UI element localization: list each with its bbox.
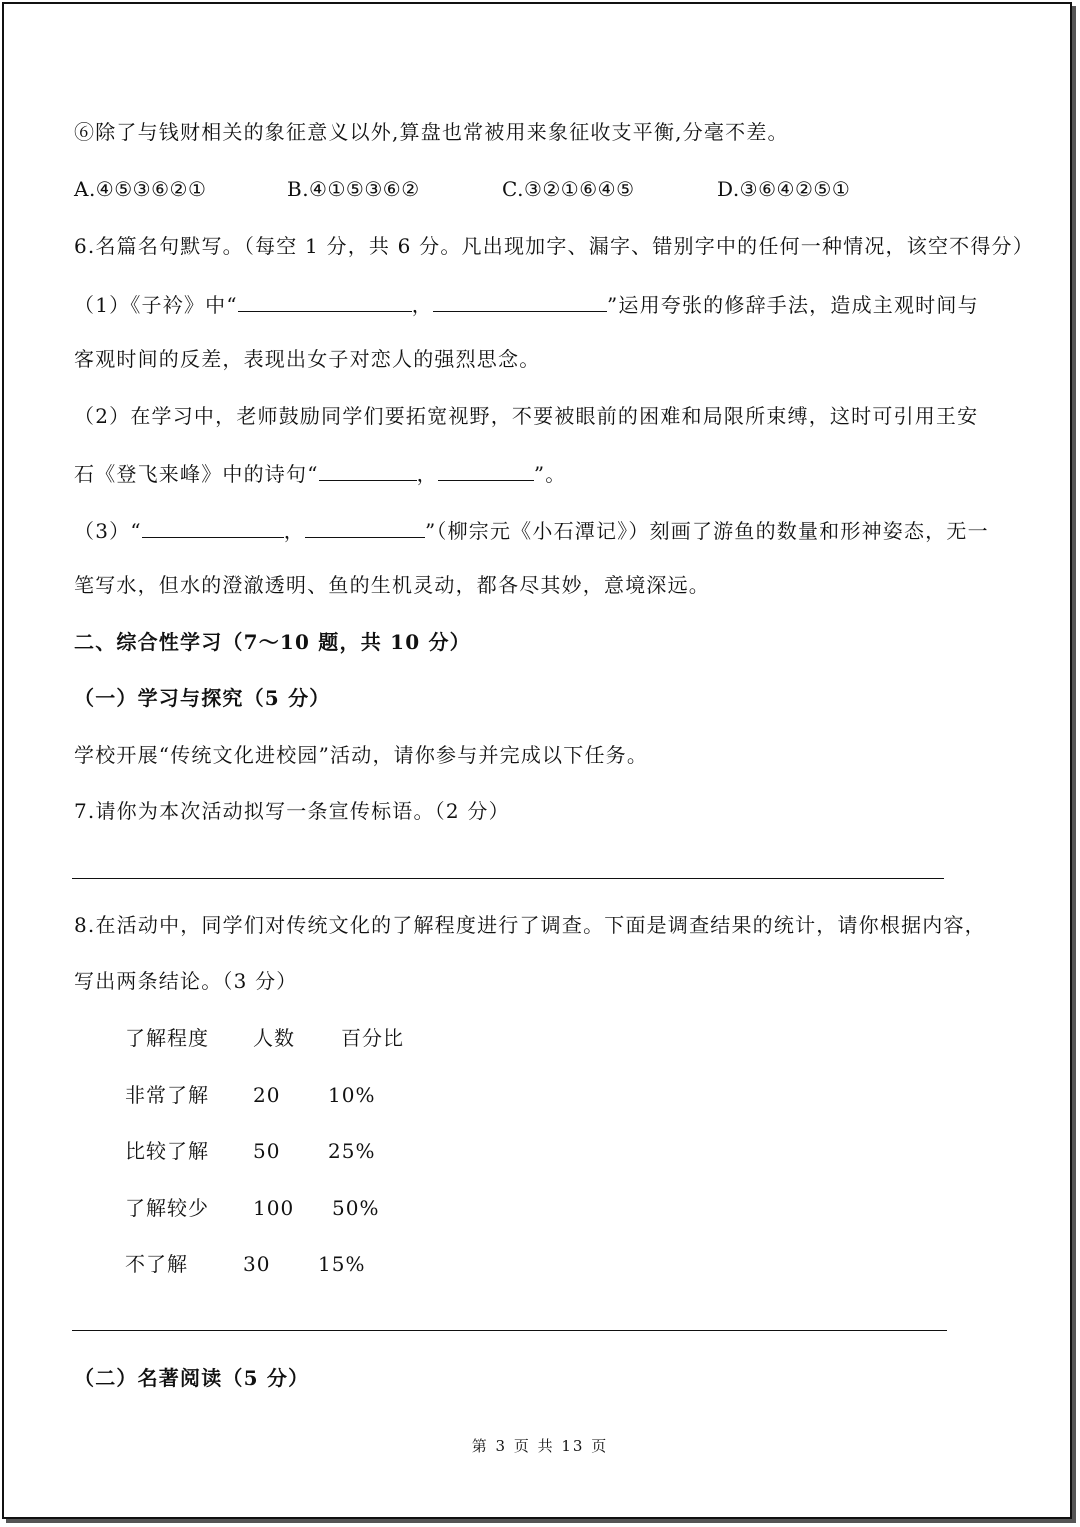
table-header-count: 人数 bbox=[253, 1026, 295, 1050]
q5-sentence-6: ⑥除了与钱财相关的象征意义以外,算盘也常被用来象征收支平衡,分毫不差。 bbox=[74, 120, 789, 144]
q5-option-d: D.③⑥④②⑤① bbox=[717, 177, 851, 201]
table-row-1-level: 非常了解 bbox=[125, 1083, 209, 1107]
q6-part1-line2: 客观时间的反差，表现出女子对恋人的强烈思念。 bbox=[74, 347, 541, 371]
q5-option-c: C.③②①⑥④⑤ bbox=[502, 177, 635, 201]
q8-answer-line[interactable] bbox=[72, 1330, 947, 1331]
section-2-sub1-title: （一）学习与探究（5 分） bbox=[74, 686, 331, 710]
q7-prompt: 7.请你为本次活动拟写一条宣传标语。（2 分） bbox=[74, 799, 510, 823]
q6-title: 6.名篇名句默写。（每空 1 分，共 6 分。凡出现加字、漏字、错别字中的任何一种情况，该空不得分） bbox=[74, 234, 1034, 258]
table-row-3-percent: 50% bbox=[332, 1196, 380, 1220]
q7-answer-line[interactable] bbox=[72, 878, 944, 879]
q6-p1-blank-2[interactable] bbox=[433, 289, 607, 312]
q6-part2-line1: （2）在学习中，老师鼓励同学们要拓宽视野，不要被眼前的困难和局限所束缚，这时可引用王安 bbox=[74, 404, 979, 428]
q6-part1: （1）《子衿》中“ ， ”运用夸张的修辞手法，造成主观时间与 bbox=[74, 289, 979, 319]
table-row-3-level: 了解较少 bbox=[125, 1196, 209, 1220]
section-2-title: 二、综合性学习（7～10 题，共 10 分） bbox=[74, 630, 471, 654]
q5-option-a: A.④⑤③⑥②① bbox=[74, 177, 207, 201]
section-2-intro: 学校开展“传统文化进校园”活动，请你参与并完成以下任务。 bbox=[74, 743, 649, 767]
q5-option-b: B.④①⑤③⑥② bbox=[287, 177, 420, 201]
table-header-level: 了解程度 bbox=[125, 1026, 209, 1050]
table-row-3-count: 100 bbox=[253, 1196, 295, 1220]
table-row-2-level: 比较了解 bbox=[125, 1139, 209, 1163]
page-number-footer: 第 3 页 共 13 页 bbox=[471, 1437, 609, 1455]
table-row-1-count: 20 bbox=[253, 1083, 281, 1107]
table-row-2-count: 50 bbox=[253, 1139, 281, 1163]
table-row-4-level: 不了解 bbox=[125, 1252, 188, 1276]
q6-p2-blank-2[interactable] bbox=[438, 458, 534, 481]
q6-part3: （3）“ ， ”（柳宗元《小石潭记》）刻画了游鱼的数量和形神姿态，无一 bbox=[74, 515, 989, 545]
q6-p1-blank-1[interactable] bbox=[238, 289, 412, 312]
q8-prompt-line2: 写出两条结论。（3 分） bbox=[74, 969, 298, 993]
q6-p3-blank-2[interactable] bbox=[305, 515, 425, 538]
q6-p3-blank-1[interactable] bbox=[142, 515, 284, 538]
q6-p2-blank-1[interactable] bbox=[319, 458, 417, 481]
table-row-4-count: 30 bbox=[243, 1252, 271, 1276]
q6-part2-line2: 石《登飞来峰》中的诗句“ ， ”。 bbox=[74, 458, 566, 488]
q6-part3-line2: 笔写水，但水的澄澈透明、鱼的生机灵动，都各尽其妙，意境深远。 bbox=[74, 573, 710, 597]
table-row-1-percent: 10% bbox=[328, 1083, 376, 1107]
section-2-sub2-title: （二）名著阅读（5 分） bbox=[74, 1366, 310, 1390]
table-row-2-percent: 25% bbox=[328, 1139, 376, 1163]
table-header-percent: 百分比 bbox=[341, 1026, 404, 1050]
q8-prompt-line1: 8.在活动中，同学们对传统文化的了解程度进行了调查。下面是调查结果的统计，请你根据内容， bbox=[74, 913, 986, 937]
table-row-4-percent: 15% bbox=[318, 1252, 366, 1276]
